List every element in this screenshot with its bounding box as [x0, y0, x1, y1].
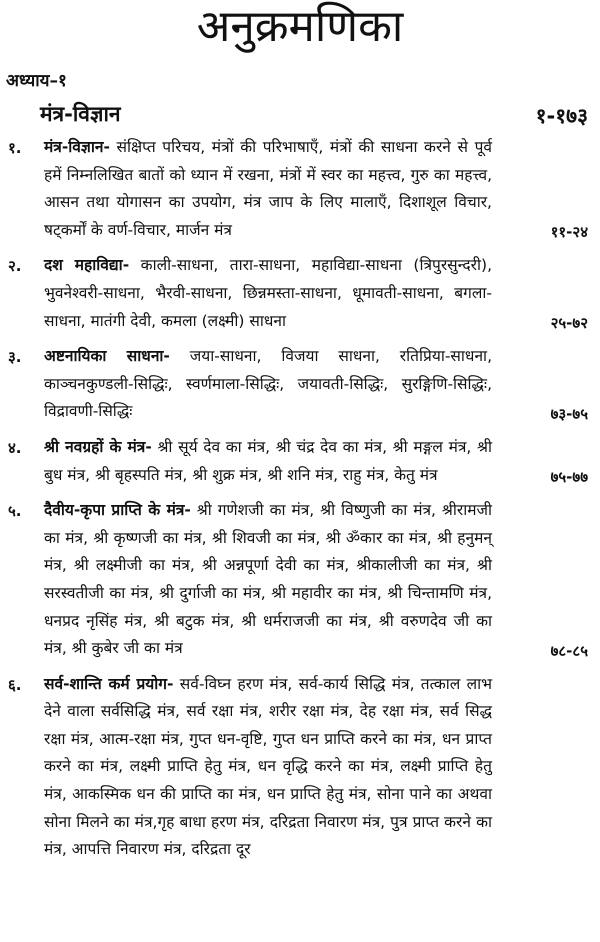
toc-list — [0, 134, 600, 872]
entry-number: ६. — [8, 675, 22, 694]
toc-entry — [0, 252, 600, 335]
entry-page-range: २५-७२ — [550, 314, 588, 333]
entry-body — [44, 252, 492, 335]
entry-number: ४. — [8, 438, 22, 457]
entry-heading: दश महाविद्या- — [44, 256, 130, 275]
entry-page-range: ७८-८५ — [550, 641, 588, 660]
entry-body — [44, 671, 492, 864]
entry-heading: दैवीय-कृपा प्राप्ति के मंत्र- — [44, 501, 191, 520]
entry-text: श्री सूर्य देव का मंत्र, श्री चंद्र देव का मंत्र, श्री मङ्गल मंत्र, श्री बुध मंत्र, श्री बृहस्पति मंत्र, श्री शुक्र मंत्र, श्री शनि मंत्र, राहु मंत्र, केतु मंत्र — [44, 437, 492, 484]
entry-page-range: ११-२४ — [550, 223, 588, 242]
entry-page-range: ७३-७५ — [550, 404, 588, 423]
entry-number: ३. — [8, 348, 22, 367]
entry-body — [44, 343, 492, 426]
entry-number: २. — [8, 257, 22, 276]
entry-body — [44, 497, 492, 663]
part-title: मंत्र-विज्ञान — [40, 102, 121, 126]
entry-body — [44, 134, 492, 244]
entry-text: श्री गणेशजी का मंत्र, श्री विष्णुजी का मंत्र, श्रीरामजी का मंत्र, श्री कृष्णजी का मंत्र, श्री शिवजी का मंत्र, श्री ॐकार का मंत्र, श्री हनुमन् मंत्र, श्री लक्ष्मीजी का मंत्र, श्री अन्नपूर्णा देवी का मंत्र, श्रीकालीजी का मंत्र, श्री सरस्वतीजी का मंत्र, श्री दुर्गाजी का मंत्र, श्री महावीर का मंत्र, श्री चिन्तामणि मंत्र, धनप्रद नृसिंह मंत्र, श्री बटुक मंत्र, श्री धर्मराजजी का मंत्र, श्री वरुणदेव जी का मंत्र, श्री कुबेर जी का मंत्र — [44, 501, 493, 658]
page-title: अनुक्रमणिका — [196, 1, 404, 52]
entry-heading: श्री नवग्रहों के मंत्र- — [44, 437, 152, 456]
entry-number: ५. — [8, 502, 22, 521]
entry-body — [44, 434, 492, 489]
entry-heading: सर्व-शान्ति कर्म प्रयोग- — [44, 674, 174, 693]
entry-number: १. — [8, 139, 22, 157]
entry-text: जया-साधना, विजया साधना, रतिप्रिया-साधना, काञ्चनकुण्डली-सिद्धिः, स्वर्णमाला-सिद्धिः, जयावती-सिद्धिः, सुरङ्गिणि-सिद्धिः, विद्रावणी-सिद्धिः — [44, 347, 492, 421]
entry-page-range: ७५-७७ — [550, 468, 588, 487]
toc-entry — [0, 671, 600, 864]
entry-text: काली-साधना, तारा-साधना, महाविद्या-साधना (त्रिपुरसुन्दरी), भुवनेश्वरी-साधना, भैरवी-साधना, छिन्नमस्ता-साधना, धूमावती-साधना, बगला-साधना, मातंगी देवी, कमला (लक्ष्मी) साधना — [44, 256, 492, 330]
toc-entry — [0, 434, 600, 489]
entry-heading: मंत्र-विज्ञान- — [44, 138, 110, 156]
entry-heading: अष्टनायिका साधना- — [44, 347, 170, 366]
toc-entry — [0, 343, 600, 426]
toc-entry — [0, 497, 600, 663]
toc-entry — [0, 134, 600, 244]
entry-text: सर्व-विघ्न हरण मंत्र, सर्व-कार्य सिद्धि मंत्र, तत्काल लाभ देने वाला सर्वसिद्धि मंत्र, सर्व रक्षा मंत्र, शरीर रक्षा मंत्र, देह रक्षा मंत्र, सर्व सिद्ध रक्षा मंत्र, आत्म-रक्षा मंत्र, गुप्त धन-वृष्टि, गुप्त धन प्राप्ति करने का मंत्र, धन प्राप्त करने का मंत्र, लक्ष्मी प्राप्ति हेतु मंत्र, धन वृद्धि करने का मंत्र, लक्ष्मी प्राप्ति हेतु मंत्र, आकस्मिक धन की प्राप्ति का मंत्र, धन प्राप्ति हेतु मंत्र, सोना पाने का अथवा सोना मिलने का मंत्र,गृह बाधा हरण मंत्र, दरिद्रता निवारण मंत्र, पुत्र प्राप्त करने का मंत्र, आपत्ति निवारण मंत्र, दरिद्रता दूर — [44, 674, 492, 859]
chapter-label: अध्याय–१ — [6, 71, 67, 91]
entry-text: संक्षिप्त परिचय, मंत्रों की परिभाषाएँ, मंत्रों की साधना करने से पूर्व हमें निम्नलिखित बातों को ध्यान में रखना, मंत्रों में स्वर का महत्त्व, गुरु का महत्त्व, आसन तथा योगासन का उपयोग, मंत्र जाप के लिए मालाएँ, दिशाशूल विचार, षट्कर्मों के वर्ण-विचार, मार्जन मंत्र — [44, 138, 492, 239]
part-page-range: १-१७३ — [535, 104, 588, 128]
